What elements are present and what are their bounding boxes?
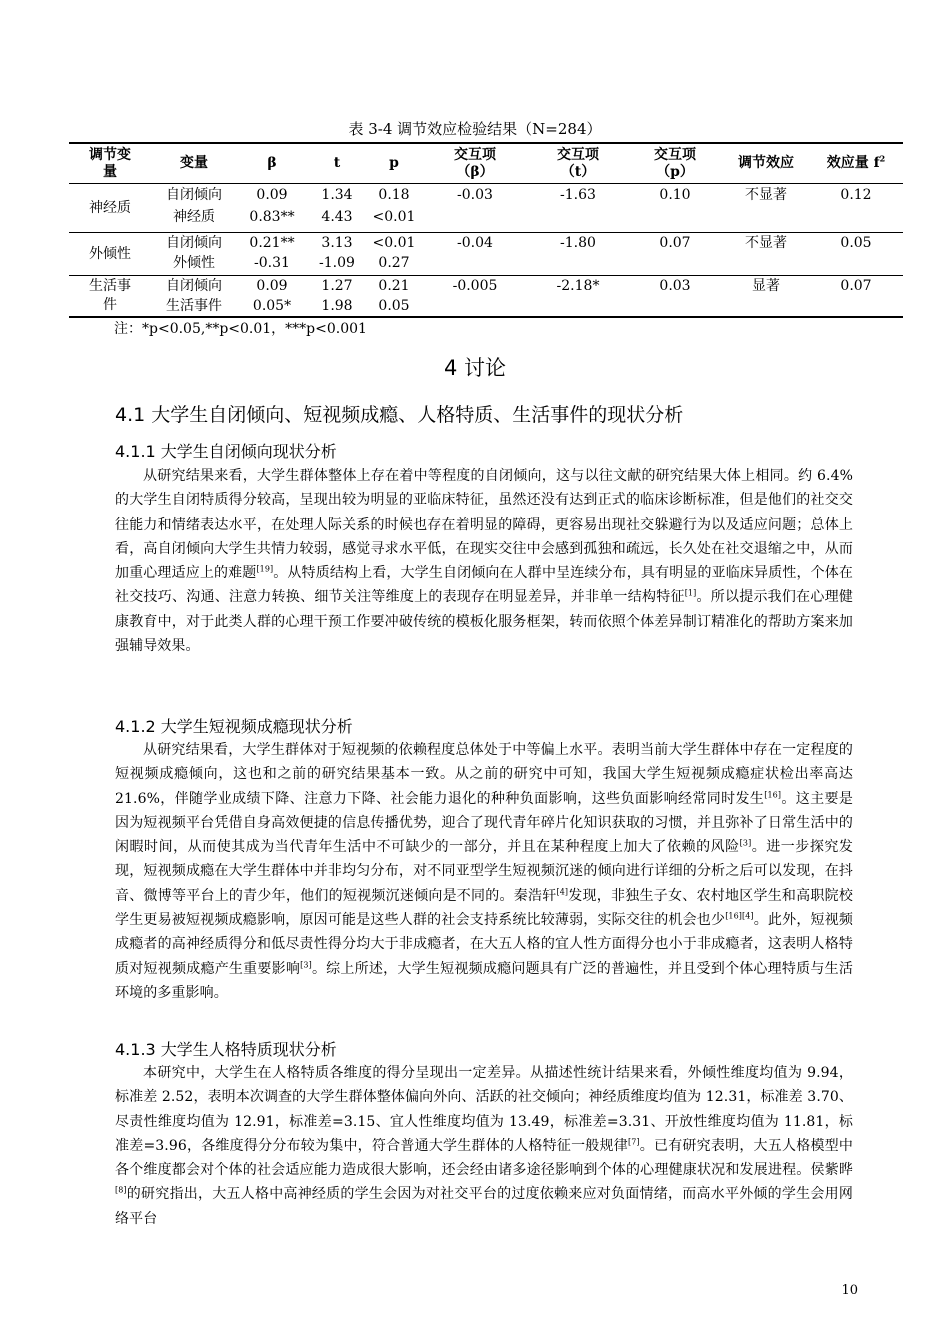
cell-p: 0.05 [378,298,410,314]
cell-effect: 不显著 [745,187,787,203]
header-variable: 变量 [180,155,208,171]
cell-beta: 0.09 [256,187,288,203]
paragraph-4-1-2 [115,738,853,1005]
cell-var: 自闭倾向 [166,235,222,251]
table-note: 注：*p<0.05,**p<0.01，***p<0.001 [114,321,367,337]
header-interaction-t: 交互项 （t） [557,146,599,180]
header-beta: β [267,155,277,171]
table-header-row [69,143,903,184]
citation: [3] [739,838,752,848]
cell-var: 神经质 [173,209,215,225]
header-p: p [389,155,399,171]
cell-moderator: 生活事 件 [89,278,131,313]
cell-beta: 0.09 [256,278,288,294]
cell-t: 3.13 [321,235,353,251]
citation: [16][4] [725,911,754,921]
table-row [69,184,903,233]
cell-moderator: 神经质 [89,199,131,216]
table-row [69,276,903,318]
cell-var: 生活事件 [166,298,222,314]
cell-beta: 0.21** [249,235,295,251]
text-run: 。这主要是因为短视频平台凭借自身高效便捷的信息传播优势，迎合了现代青年碎片化知识获取的习惯，并且弥补了日常生活中的闲暇时间，从而使其成为当代青年生活中不可缺少的一部分，并且在某种程度上加大了依赖的风险 [115,790,853,856]
cell-t: 1.98 [321,298,353,314]
cell-beta: 0.83** [249,209,295,225]
heading-4-1-2: 4.1.2 大学生短视频成瘾现状分析 [115,717,353,736]
cell-beta: -0.31 [254,255,290,271]
header-t: t [333,155,341,171]
cell-int-beta: -0.04 [457,235,493,251]
cell-t: -1.09 [319,255,355,271]
cell-int-t: -1.80 [560,235,596,251]
header-f2: 效应量 $f^2$ [826,153,886,171]
cell-t: 4.43 [321,209,353,225]
citation: [16] [764,789,782,799]
cell-f2: 0.12 [840,187,872,203]
text-run: 发现，非独生子女、农村地区学生和高职院校学生更易被短视频成瘾影响，原因可能是这些人群的社会支持系统比较薄弱，实际交往的机会也少 [115,887,853,929]
cell-effect: 显著 [752,278,780,294]
text-run: 。从特质结构上看，大学生自闭倾向在人群中呈连续分布，具有明显的亚临床异质性，个体在社交技巧、沟通、注意力转换、细节关注等维度上的表现存在明显差异，并非单一结构特征 [115,565,853,606]
cell-int-t: -1.63 [560,187,596,203]
citation: [3] [300,960,312,970]
page-number: 10 [841,1283,858,1298]
cell-p: <0.01 [372,235,416,251]
cell-var: 自闭倾向 [166,187,222,203]
text-run: 从研究结果来看，大学生群体整体上存在着中等程度的自闭倾向，这与以往文献的研究结果大体上相同。约 6.4%的大学生自闭特质得分较高，呈现出较为明显的亚临床特征，虽然还没有达到正式的临床诊断标准，但是他们的社交交往能力和情绪表达水平，在处理人际关系的时候也存在着明显的障碍，更容易出现社交躲避行为以及适应问题；总体上看，高自闭倾向大学生共情力较弱，感觉寻求水平低，在现实交往中会感到孤独和疏远，长久处在社交退缩之中，从而加重心理适应上的难题 [115,468,853,582]
cell-p: 0.27 [378,255,410,271]
cell-t: 1.27 [321,278,353,294]
cell-int-beta: -0.03 [457,187,493,203]
citation: [4] [556,887,569,897]
cell-p: 0.21 [378,278,410,294]
header-interaction-beta: 交互项 （β） [454,146,496,180]
header-effect: 调节效应 [738,155,794,171]
cell-moderator: 外倾性 [89,245,131,262]
cell-int-beta: -0.005 [452,278,498,294]
heading-4-1-3: 4.1.3 大学生人格特质现状分析 [115,1040,337,1059]
section-title: 4 讨论 [443,356,507,380]
cell-beta: 0.05* [252,298,292,314]
text-run: 本研究中，大学生在人格特质各维度的得分呈现出一定差异。从描述性统计结果来看，外倾性维度均值为 9.94，标准差 2.52，表明本次调查的大学生群体整体偏向外向、活跃的社交倾向；神经质维度均值为 12.31，标准差 3.70、尽责性维度均值为 12.91，标准差=3.15、宜人性维度均值为 13.49，标准差=3.31、开放性维度均值为 11.81，标准差=3.96，各维度得分分布较为集中，符合普通大学生群体的人格特征一般规律 [115,1065,853,1154]
cell-f2: 0.07 [840,278,872,294]
paragraph-4-1-1 [115,464,853,658]
cell-t: 1.34 [321,187,353,203]
table-caption: 表 3-4 调节效应检验结果（N=284） [348,120,602,138]
text-run: 。综上所述，大学生短视频成瘾问题具有广泛的普遍性，并且受到个体心理特质与生活环境的多重影响。 [115,960,853,1001]
text-run: 。进一步探究发现，短视频成瘾在大学生群体中并非均匀分布，对不同亚型学生短视频沉迷的倾向进行详细的分析之后可以发现，在抖音、微博等平台上的青少年，他们的短视频沉迷倾向是不同的。秦浩轩 [115,839,853,904]
cell-int-p: 0.10 [659,187,691,203]
paragraph-4-1-3 [115,1061,853,1231]
subsection-heading: 4.1 大学生自闭倾向、短视频成瘾、人格特质、生活事件的现状分析 [115,404,684,426]
header-interaction-p: 交互项 （p） [654,146,696,180]
cell-int-t: -2.18* [556,278,600,294]
text-run: 的研究指出，大五人格中高神经质的学生会因为对社交平台的过度依赖来应对负面情绪，而高水平外倾的学生会用网络平台 [115,1186,853,1227]
cell-int-p: 0.03 [659,278,691,294]
header-moderator: 调节变 量 [89,146,131,180]
citation: [1] [684,588,697,598]
cell-p: <0.01 [372,209,416,225]
citation: [8] [115,1185,127,1195]
cell-p: 0.18 [378,187,410,203]
cell-int-p: 0.07 [659,235,691,251]
cell-f2: 0.05 [840,235,872,251]
text-run: 从研究结果看，大学生群体对于短视频的依赖程度总体处于中等偏上水平。表明当前大学生群体中存在一定程度的短视频成瘾倾向，这也和之前的研究结果基本一致。从之前的研究中可知，我国大学生短视频成瘾症状检出率高达 21.6%，伴随学业成绩下降、注意力下降、社会能力退化的种种负面影响，这些负面影响经常同时发生 [115,742,853,807]
moderation-table [69,142,903,318]
text-run: 。已有研究表明，大五人格模型中各个维度都会对个体的社会适应能力造成很大影响，还会经由诸多途径影响到个体的心理健康状况和发展进程。侯紫晔 [115,1137,854,1179]
cell-var: 自闭倾向 [166,278,222,294]
text-run: 。所以提示我们在心理健康教育中，对于此类人群的心理干预工作要冲破传统的模板化服务框架，转而依照个体差异制订精准化的帮助方案来加强辅导效果。 [115,589,853,655]
table-row [69,233,903,276]
citation: [19] [256,564,274,574]
cell-effect: 不显著 [745,235,787,251]
text-run: 。此外，短视频成瘾者的高神经质得分和低尽责性得分均大于非成瘾者，在大五人格的宜人性方面得分也小于非成瘾者，这表明人格特质对短视频成瘾产生重要影响 [115,912,853,977]
cell-var: 外倾性 [173,255,215,271]
heading-4-1-1: 4.1.1 大学生自闭倾向现状分析 [115,442,337,461]
citation: [7] [627,1137,640,1147]
